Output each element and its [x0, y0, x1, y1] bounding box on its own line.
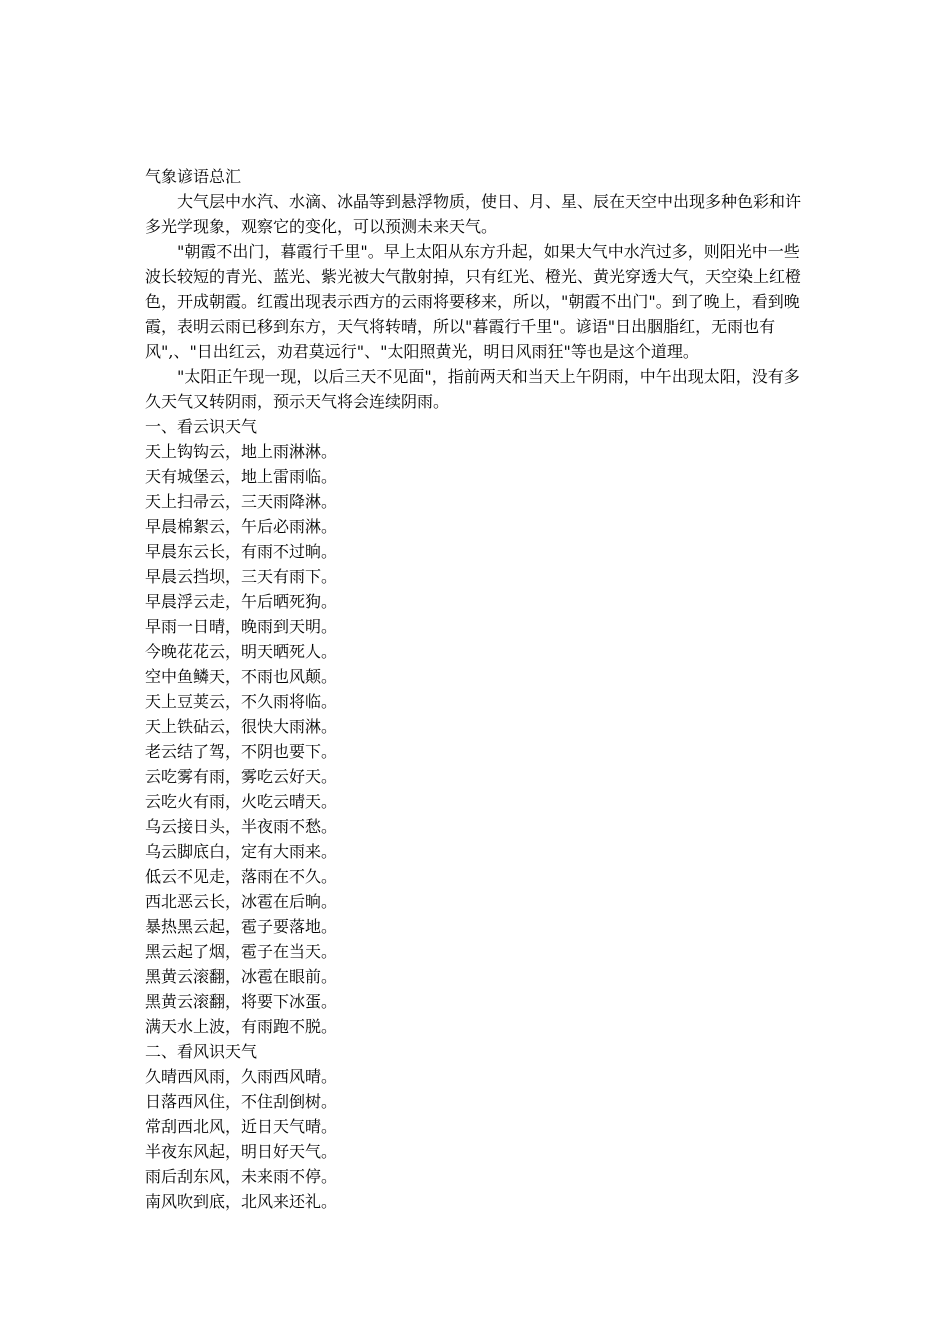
proverb-item: 云吃雾有雨，雾吃云好天。 — [145, 767, 338, 786]
proverb-item: 乌云脚底白，定有大雨来。 — [145, 842, 338, 861]
proverb-item: 天上钩钩云，地上雨淋淋。 — [145, 442, 338, 461]
proverb-list-wind — [145, 1064, 810, 1214]
proverb-item: 暴热黑云起，雹子要落地。 — [145, 917, 338, 936]
document-page — [145, 164, 810, 1214]
proverb-item: 雨后刮东风，未来雨不停。 — [145, 1167, 338, 1186]
proverb-item: 云吃火有雨，火吃云晴天。 — [145, 792, 338, 811]
proverb-item: 早晨东云长，有雨不过晌。 — [145, 542, 338, 561]
proverb-list-clouds — [145, 439, 810, 1039]
proverb-item: 天有城堡云，地上雷雨临。 — [145, 467, 338, 486]
proverb-item: 天上豆荚云，不久雨将临。 — [145, 692, 338, 711]
proverb-item: 乌云接日头，半夜雨不愁。 — [145, 817, 338, 836]
proverb-item: 满天水上波，有雨跑不脱。 — [145, 1017, 338, 1036]
proverb-item: 日落西风住，不住刮倒树。 — [145, 1092, 338, 1111]
proverb-item: 黑黄云滚翻，将要下冰蛋。 — [145, 992, 338, 1011]
section-heading-clouds: 一、看云识天气 — [145, 417, 258, 436]
document-title: 气象谚语总汇 — [145, 167, 242, 186]
proverb-item: 空中鱼鳞天，不雨也风颠。 — [145, 667, 338, 686]
proverb-item: 黑云起了烟，雹子在当天。 — [145, 942, 338, 961]
proverb-item: 西北恶云长，冰雹在后晌。 — [145, 892, 338, 911]
proverb-item: 半夜东风起，明日好天气。 — [145, 1142, 338, 1161]
proverb-item: 常刮西北风，近日天气晴。 — [145, 1117, 338, 1136]
proverb-item: 早晨棉絮云，午后必雨淋。 — [145, 517, 338, 536]
intro-paragraph-1: 大气层中水汽、水滴、冰晶等到悬浮物质，使日、月、星、辰在天空中出现多种色彩和许多光学现象，观察它的变化，可以预测未来天气。 — [145, 192, 802, 236]
proverb-item: 黑黄云滚翻，冰雹在眼前。 — [145, 967, 338, 986]
proverb-item: 天上扫帚云，三天雨降淋。 — [145, 492, 338, 511]
intro-paragraph-2: "朝霞不出门，暮霞行千里"。早上太阳从东方升起，如果大气中水汽过多，则阳光中一些波长较短的青光、蓝光、紫光被大气散射掉，只有红光、橙光、黄光穿透大气，天空染上红橙色，开成朝霞。红霞出现表示西方的云雨将要移来，所以，"朝霞不出门"。到了晚上，看到晚霞，表明云雨已移到东方，天气将转晴，所以"暮霞行千里"。谚语"日出胭脂红，无雨也有风",、"日出红云，劝君莫远行"、"太阳照黄光，明日风雨狂"等也是这个道理。 — [145, 242, 802, 361]
proverb-item: 低云不见走，落雨在不久。 — [145, 867, 338, 886]
proverb-item: 久晴西风雨，久雨西风晴。 — [145, 1067, 338, 1086]
proverb-item: 南风吹到底，北风来还礼。 — [145, 1192, 338, 1211]
proverb-item: 早雨一日晴，晚雨到天明。 — [145, 617, 338, 636]
proverb-item: 老云结了驾，不阴也要下。 — [145, 742, 338, 761]
intro-paragraph-3: "太阳正午现一现，以后三天不见面"，指前两天和当天上午阴雨，中午出现太阳，没有多久天气又转阴雨，预示天气将会连续阴雨。 — [145, 367, 800, 411]
proverb-item: 今晚花花云，明天晒死人。 — [145, 642, 338, 661]
proverb-item: 天上铁砧云，很快大雨淋。 — [145, 717, 338, 736]
proverb-item: 早晨浮云走，午后晒死狗。 — [145, 592, 338, 611]
section-heading-wind: 二、看风识天气 — [145, 1042, 258, 1061]
proverb-item: 早晨云挡坝，三天有雨下。 — [145, 567, 338, 586]
